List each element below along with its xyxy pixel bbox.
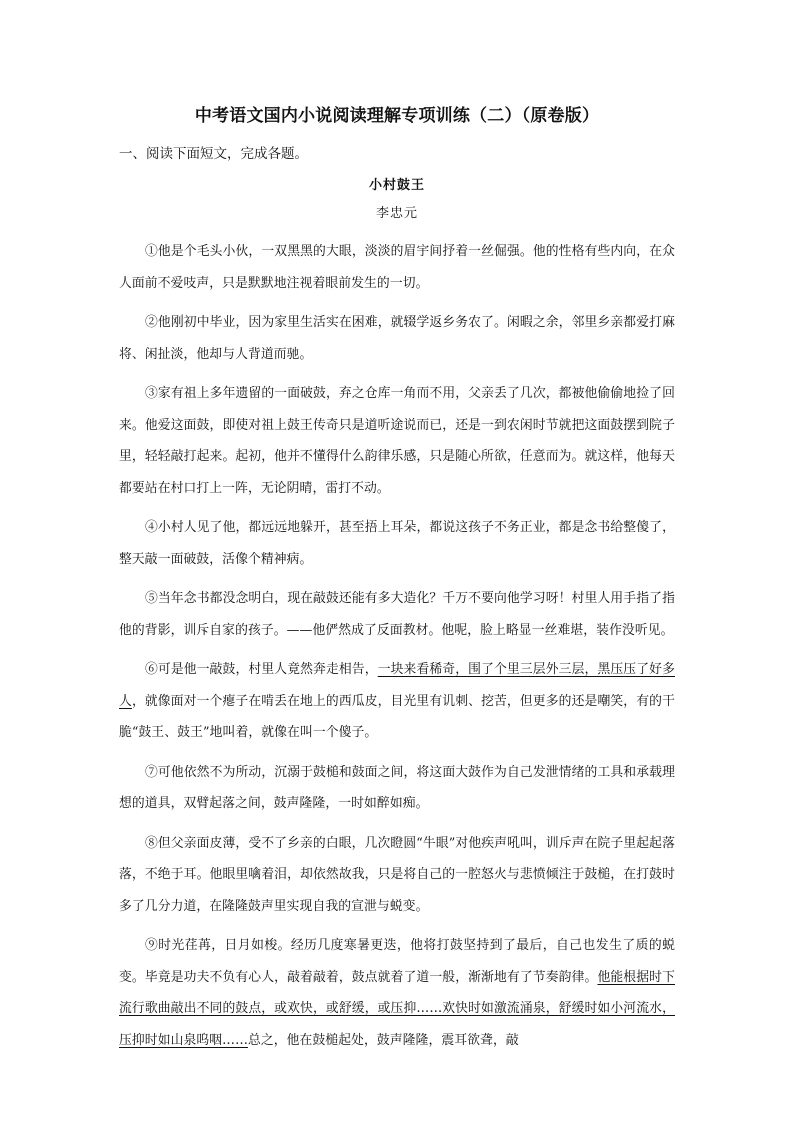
paragraph-4: ④小村人见了他，都远远地躲开，甚至捂上耳朵，都说这孩子不务正业，都是念书给整傻了，整天敲一面破鼓，活像个精神病。 [119, 520, 675, 567]
story-author: 李忠元 [375, 206, 418, 221]
section-heading: 一、阅读下面短文，完成各题。 [119, 146, 308, 162]
document-title: 中考语文国内小说阅读理解专项训练（二）（原卷版） [194, 106, 600, 126]
paragraph-3: ③家有祖上多年遗留的一面破鼓，弃之仓库一角而不用，父亲丢了几次，都被他偷偷地捡了回来。他爱这面鼓，即使对祖上鼓王传奇只是道听途说而已，还是一到农闲时节就把这面鼓摆到院子里，轻轻敲打起来。起初，他并不懂得什么韵律乐感，只是随心所欲，任意而为。就这样，他每天都要站在村口打上一阵，无论阴晴，雷打不动。 [119, 386, 675, 496]
paragraph-2: ②他刚初中毕业，因为家里生活实在困难，就辍学返乡务农了。闲暇之余，邻里乡亲都爱打麻将、闲扯淡，他却与人背道而驰。 [119, 315, 675, 362]
underlined-passage: 一块来看稀奇，围了个里三层外三层，黑压压了好多人 [119, 662, 675, 709]
story-body [119, 236, 675, 1064]
paragraph-9: ⑨时光荏苒，日月如梭。经历几度寒暑更迭，他将打鼓坚持到了最后，自己也发生了质的蜕变。毕竟是功夫不负有心人，敲着敲着，鼓点就着了道一般，渐渐地有了节奏韵律。他能根据时下流行歌曲敲出不同的鼓点，或欢快，或舒缓，或压抑……欢快时如激流涌泉，舒缓时如小河流水，压抑时如山泉呜咽……总之，他在鼓槌起处，鼓声隆隆，震耳欲聋，敲 [119, 938, 675, 1048]
paragraph-8: ⑧但父亲面皮薄，受不了乡亲的白眼，几次瞪圆“牛眼”对他疾声吼叫，训斥声在院子里起起落落，不绝于耳。他眼里噙着泪，却依然故我，只是将自己的一腔怒火与悲愤倾注于鼓槌，在打鼓时多了几分力道，在隆隆鼓声里实现自我的宣泄与蜕变。 [119, 835, 675, 914]
paragraph-7: ⑦可他依然不为所动，沉溺于鼓槌和鼓面之间，将这面大鼓作为自己发泄情绪的工具和承载理想的道具，双臂起落之间，鼓声隆隆，一时如醉如痴。 [119, 764, 675, 811]
story-title: 小村鼓王 [368, 178, 425, 193]
paragraph-5: ⑤当年念书都没念明白，现在敲鼓还能有多大造化？千万不要向他学习呀！村里人用手指了指他的背影，训斥自家的孩子。——他俨然成了反面教材。他呢，脸上略显一丝难堪，装作没听见。 [119, 591, 675, 638]
paragraph-6: ⑥可是他一敲鼓，村里人竟然奔走相告，一块来看稀奇，围了个里三层外三层，黑压压了好多人，就像面对一个瘪子在啃丢在地上的西瓜皮，目光里有讥刺、挖苦，但更多的还是嘲笑，有的干脆“鼓王、鼓王”地叫着，就像在叫一个傻子。 [119, 662, 675, 740]
paragraph-1: ①他是个毛头小伙，一双黑黑的大眼，淡淡的眉宇间抒着一丝倔强。他的性格有些内向，在众人面前不爱吱声，只是默默地注视着眼前发生的一切。 [119, 244, 675, 291]
underlined-passage: 他能根据时下流行歌曲敲出不同的鼓点，或欢快，或舒缓，或压抑……欢快时如激流涌泉，舒缓时如小河流水，压抑时如山泉呜咽…… [119, 969, 675, 1048]
